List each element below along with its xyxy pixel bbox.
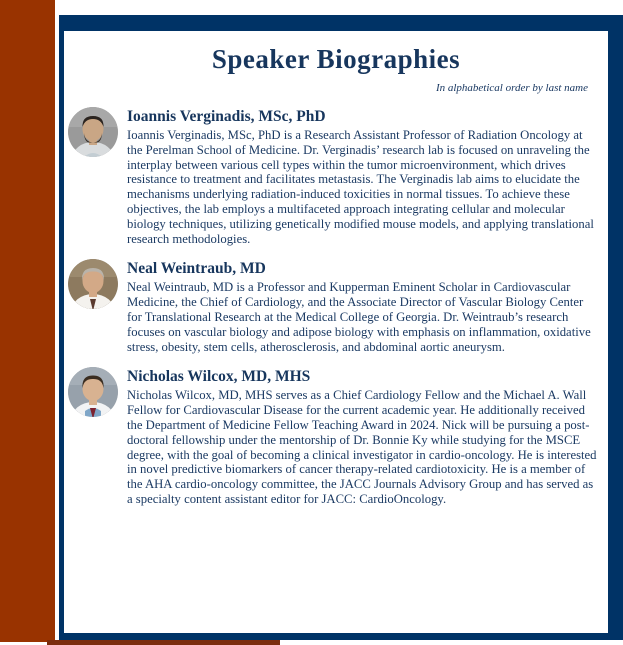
page [64,31,608,633]
left-accent-bar [0,0,55,642]
bottom-accent-bar [47,640,280,645]
speaker-bio-verginadis [64,107,608,246]
portrait-ioannis-verginadis-photo [68,107,118,157]
speaker-description: Nicholas Wilcox, MD, MHS serves as a Chief Cardiology Fellow and the Michael A. Wall Fellow for Cardiovascular Disease for the current academic year. He additionally received the Department of Medicine Fellow Teaching Award in 2024. Nick will be pursuing a post-doctoral fellowship under the mentorship of Dr. Bonnie Ky while studying for the MSCE degree, with the goal of becoming a clinical investigator in cardio-oncology. He is interested in novel predictive biomarkers of cancer therapy-related cardiotoxicity. He is a member of the AHA cardio-oncology committee, the JACC Journals Advisory Group and has served as a specialty content assistant editor for JACC: CardioOncology. [127,388,597,506]
speaker-bio-weintraub [64,259,608,354]
speaker-text-block [127,107,608,246]
person-avatar-icon [68,259,118,309]
speaker-bio-wilcox [64,367,608,506]
speaker-name: Neal Weintraub, MD [127,260,266,278]
person-avatar-icon [68,107,118,157]
speaker-list [64,107,608,507]
speaker-name: Nicholas Wilcox, MD, MHS [127,368,311,386]
speaker-name: Ioannis Verginadis, MSc, PhD [127,108,326,125]
page-title: Speaker Biographies [211,44,461,74]
speaker-text-block [127,367,608,506]
speaker-text-block [127,259,608,354]
speaker-description: Neal Weintraub, MD is a Professor and Kupperman Eminent Scholar in Cardiovascular Medicine, the Chief of Cardiology, and the Associate Director of Vascular Biology Center for Translational Research at the Medical College of Georgia. Dr. Weintraub’s research focuses on vascular biology and adipose biology with emphasis on inflammation, oxidative stress, obesity, stem cells, atherosclerosis, and abdominal aortic aneurysm. [127,280,591,354]
speaker-description: Ioannis Verginadis, MSc, PhD is a Research Assistant Professor of Radiation Oncology at the Perelman School of Medicine. Dr. Verginadis’ research lab is focused on unraveling the interplay between various cell types within the tumor microenvironment, which drives resistance to treatment and facilitates metastasis. The Verginadis lab aims to elucidate the mechanisms underlying radiation-induced toxicities in normal tissues. To achieve these objectives, the lab employs a multifaceted approach integrating cellular and molecular biology techniques, utilizing genetically modified mouse models, and applying translational research methodologies. [127,128,594,246]
page-subtitle: In alphabetical order by last name [435,82,588,94]
person-avatar-icon [68,367,118,417]
portrait-neal-weintraub-photo [68,259,118,309]
page-frame [59,15,623,640]
portrait-nicholas-wilcox-photo [68,367,118,417]
